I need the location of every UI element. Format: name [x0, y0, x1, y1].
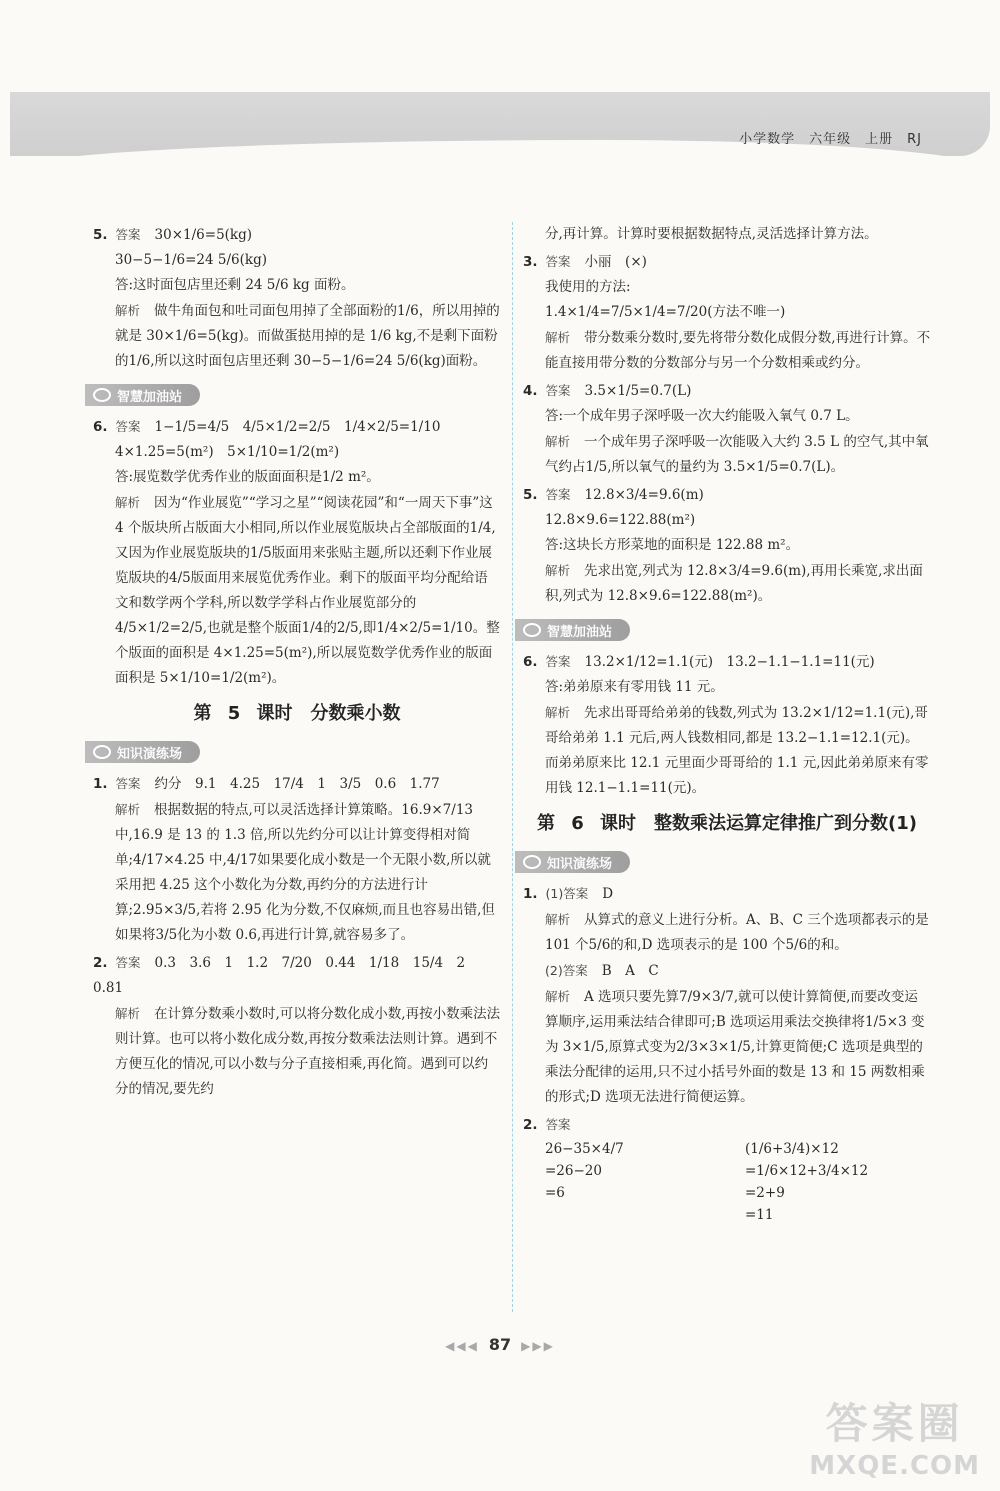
- answer-line: 约分 9.1 4.25 17/4 1 3/5 0.6 1.77: [154, 776, 440, 792]
- answer-sentence: 答:一个成年男子深呼吸一次大约能吸入氧气 0.7 L。: [545, 408, 859, 424]
- analysis-text: A 选项只要先算7/9×3/7,就可以使计算简便,而要改变运算顺序,运用乘法结合律即可;B 选项运用乘法交换律将1/5×3 变为 3×1/5,原算式变为2/3×3×1/5,计算更简便;C 选项是典型的乘法分配律的运用,只不过小括号外面的数是 13 和 15 两数相乘的形式;D 选项无法进行简便运算。: [545, 989, 925, 1105]
- analysis-text: 因为“作业展览”“学习之星”“阅读花园”和“一周天下事”这 4 个版块所占版面大小相同,所以作业展览版块占全部版面的1/4,又因为作业展览版块的1/5版面用来张贴主题,所以还剩下作业展览版块的4/5版面用来展览优秀作业。剩下的版面平均分配给语文和数学两个学科,所以数学学科占作业展览部分的4/5×1/2=2/5,也就是整个版面1/4的2/5,即1/4×2/5=1/10。整个版面的面积是 4×1.25=5(m²),所以展览数学优秀作业的版面面积是 5×1/10=1/2(m²)。: [115, 495, 500, 686]
- analysis-tag: 解析: [545, 330, 571, 345]
- answer-line: B A C: [601, 963, 659, 979]
- answer-tag: (1)答案: [545, 886, 589, 901]
- calc-step: =11: [745, 1207, 774, 1223]
- question-6-right: [523, 649, 931, 801]
- question-number: 2.: [93, 955, 108, 971]
- answer-tag: 答案: [115, 955, 141, 970]
- answer-line: 4×1.25=5(m²) 5×1/10=1/2(m²): [115, 444, 340, 460]
- question-number: 1.: [93, 776, 108, 792]
- question-4: [523, 378, 931, 480]
- watermark-text: 答案圈: [825, 1399, 964, 1448]
- watermark-logo: [809, 1391, 980, 1481]
- answer-line: 0.3 3.6 1 1.2 7/20 0.44 1/18 15/4 2 0.81: [93, 955, 479, 996]
- analysis-tag: 解析: [115, 303, 141, 318]
- calc-step: =6: [545, 1185, 565, 1201]
- analysis-text: 一个成年男子深呼吸一次能吸入大约 3.5 L 的空气,其中氧气约占1/5,所以氧气的量约为 3.5×1/5=0.7(L)。: [545, 434, 929, 475]
- analysis-tag: 解析: [545, 989, 571, 1004]
- page-footer: [0, 1335, 1000, 1354]
- calc-step: =26−20: [545, 1163, 602, 1179]
- analysis-tag: 解析: [545, 705, 571, 720]
- answer-tag: 答案: [545, 254, 571, 269]
- rocket-icon: [523, 623, 541, 637]
- question-number: 6.: [93, 419, 108, 435]
- analysis-tag: 解析: [115, 495, 141, 510]
- answer-tag: 答案: [115, 419, 141, 434]
- analysis-text: 先求出宽,列式为 12.8×3/4=9.6(m),再用长乘宽,求出面积,列式为 12.8×9.6=122.88(m²)。: [545, 563, 923, 604]
- answer-tag: 答案: [115, 776, 141, 791]
- question-number: 1.: [523, 886, 538, 902]
- answer-line: 30−5−1/6=24 5/6(kg): [115, 252, 267, 268]
- answer-tag: 答案: [545, 487, 571, 502]
- answer-line: 小丽 (×): [584, 254, 647, 270]
- answer-tag: (2)答案: [545, 963, 588, 978]
- answer-tag: 答案: [545, 383, 571, 398]
- answer-line: 3.5×1/5=0.7(L): [584, 383, 692, 399]
- question-2-right: [523, 1112, 931, 1226]
- analysis-tag: 解析: [545, 434, 571, 449]
- calculation-grid: [545, 1138, 931, 1226]
- calc-step: =2+9: [745, 1185, 785, 1201]
- question-6: [93, 414, 501, 691]
- calc-step: 26−35×4/7: [545, 1141, 624, 1157]
- lesson-title-5: 第 5 课时 分数乘小数: [193, 703, 401, 724]
- rocket-icon: [93, 388, 111, 402]
- answer-sentence: 答:这块长方形菜地的面积是 122.88 m²。: [545, 537, 800, 553]
- rocket-icon: [93, 745, 111, 759]
- answer-tag: 答案: [545, 654, 571, 669]
- section-banner-practice: 知识演练场: [85, 741, 200, 763]
- right-column: [523, 222, 931, 1228]
- section-banner-boost-right: 智慧加油站: [515, 619, 630, 641]
- answer-line: 12.8×3/4=9.6(m): [584, 487, 704, 503]
- analysis-text: 在计算分数乘小数时,可以将分数化成小数,再按小数乘法法则计算。也可以将小数化成分数,再按分数乘法法则计算。遇到不方便互化的情况,可以小数与分子直接相乘,再化简。遇到可以约分的情况,要先约: [115, 1006, 501, 1097]
- answer-line: 1−1/5=4/5 4/5×1/2=2/5 1/4×2/5=1/10: [154, 419, 441, 435]
- analysis-tag: 解析: [115, 1006, 141, 1021]
- calc-step: (1/6+3/4)×12: [745, 1141, 839, 1157]
- analysis-text: 先求出哥哥给弟弟的钱数,列式为 13.2×1/12=1.1(元),哥哥给弟弟 1.1 元后,两人钱数相同,都是 13.2−1.1=12.1(元)。而弟弟原来比 12.1 元里面少哥哥给的 1.1 元,因此弟弟原来有零用钱 12.1−1.1=11(元)。: [545, 705, 929, 796]
- question-number: 5.: [523, 487, 538, 503]
- answer-tag: 答案: [545, 1117, 571, 1132]
- column-divider: [512, 222, 513, 1312]
- question-1: [93, 771, 501, 948]
- answer-sentence: 答:这时面包店里还剩 24 5/6 kg 面粉。: [115, 277, 355, 293]
- answer-line: 1.4×1/4=7/5×1/4=7/20(方法不唯一): [545, 304, 786, 320]
- question-number: 3.: [523, 254, 538, 270]
- question-number: 2.: [523, 1117, 538, 1133]
- analysis-tag: 解析: [545, 912, 571, 927]
- answer-line: 我使用的方法:: [545, 279, 631, 295]
- rocket-icon: [523, 855, 541, 869]
- question-number: 4.: [523, 383, 538, 399]
- question-1-right: [523, 881, 931, 1110]
- right-arrows-icon: ▶▶▶: [521, 1339, 555, 1353]
- page-number: 87: [488, 1335, 512, 1354]
- section-banner-practice-right: 知识演练场: [515, 851, 630, 873]
- analysis-text: 从算式的意义上进行分析。A、B、C 三个选项都表示的是 101 个5/6的和,D 选项表示的是 100 个5/6的和。: [545, 912, 929, 953]
- answer-line: 13.2×1/12=1.1(元) 13.2−1.1−1.1=11(元): [584, 654, 875, 670]
- calc-step: =1/6×12+3/4×12: [745, 1163, 869, 1179]
- analysis-text: 做牛角面包和吐司面包用掉了全部面粉的1/6，所以用掉的就是 30×1/6=5(kg)。而做蛋挞用掉的是 1/6 kg,不是剩下面粉的1/6,所以这时面包店里还剩 30−5−1/6=24 5/6(kg)面粉。: [115, 303, 500, 369]
- left-arrows-icon: ◀◀◀: [445, 1339, 479, 1353]
- question-number: 6.: [523, 654, 538, 670]
- analysis-text: 根据数据的特点,可以灵活选择计算策略。16.9×7/13中,16.9 是 13 的 1.3 倍,所以先约分可以让计算变得相对简单;4/17×4.25 中,4/17如果要化成小数是一个无限小数,所以就采用把 4.25 这个小数化为分数,再约分的方法进行计算;2.95×3/5,若将 2.95 化为分数,不仅麻烦,而且也容易出错,但如果将3/5化为小数 0.6,再进行计算,就容易多了。: [115, 802, 495, 943]
- answer-sentence: 答:弟弟原来有零用钱 11 元。: [545, 679, 724, 695]
- analysis-text: 带分数乘分数时,要先将带分数化成假分数,再进行计算。不能直接用带分数的分数部分与另一个分数相乘或约分。: [545, 330, 931, 371]
- answer-tag: 答案: [115, 227, 141, 242]
- header-title: 小学数学 六年级 上册 RJ: [739, 132, 922, 147]
- lesson-title-6: 第 6 课时 整数乘法运算定律推广到分数(1): [536, 813, 918, 834]
- section-banner-boost: 智慧加油站: [85, 384, 200, 406]
- answer-line: 12.8×9.6=122.88(m²): [545, 512, 696, 528]
- answer-line: 30×1/6=5(kg): [154, 227, 253, 243]
- analysis-continuation: 分,再计算。计算时要根据数据特点,灵活选择计算方法。: [545, 226, 878, 242]
- question-5: [93, 222, 501, 374]
- analysis-tag: 解析: [115, 802, 141, 817]
- question-number: 5.: [93, 227, 108, 243]
- answer-line: D: [602, 886, 614, 902]
- question-5-right: [523, 482, 931, 609]
- watermark-url: MXQE.COM: [809, 1451, 980, 1481]
- question-2: [93, 950, 501, 1102]
- left-column: [93, 222, 501, 1104]
- question-3: [523, 249, 931, 376]
- answer-sentence: 答:展览数学优秀作业的版面面积是1/2 m²。: [115, 469, 380, 485]
- calc-step-empty: [545, 1204, 745, 1226]
- analysis-tag: 解析: [545, 563, 571, 578]
